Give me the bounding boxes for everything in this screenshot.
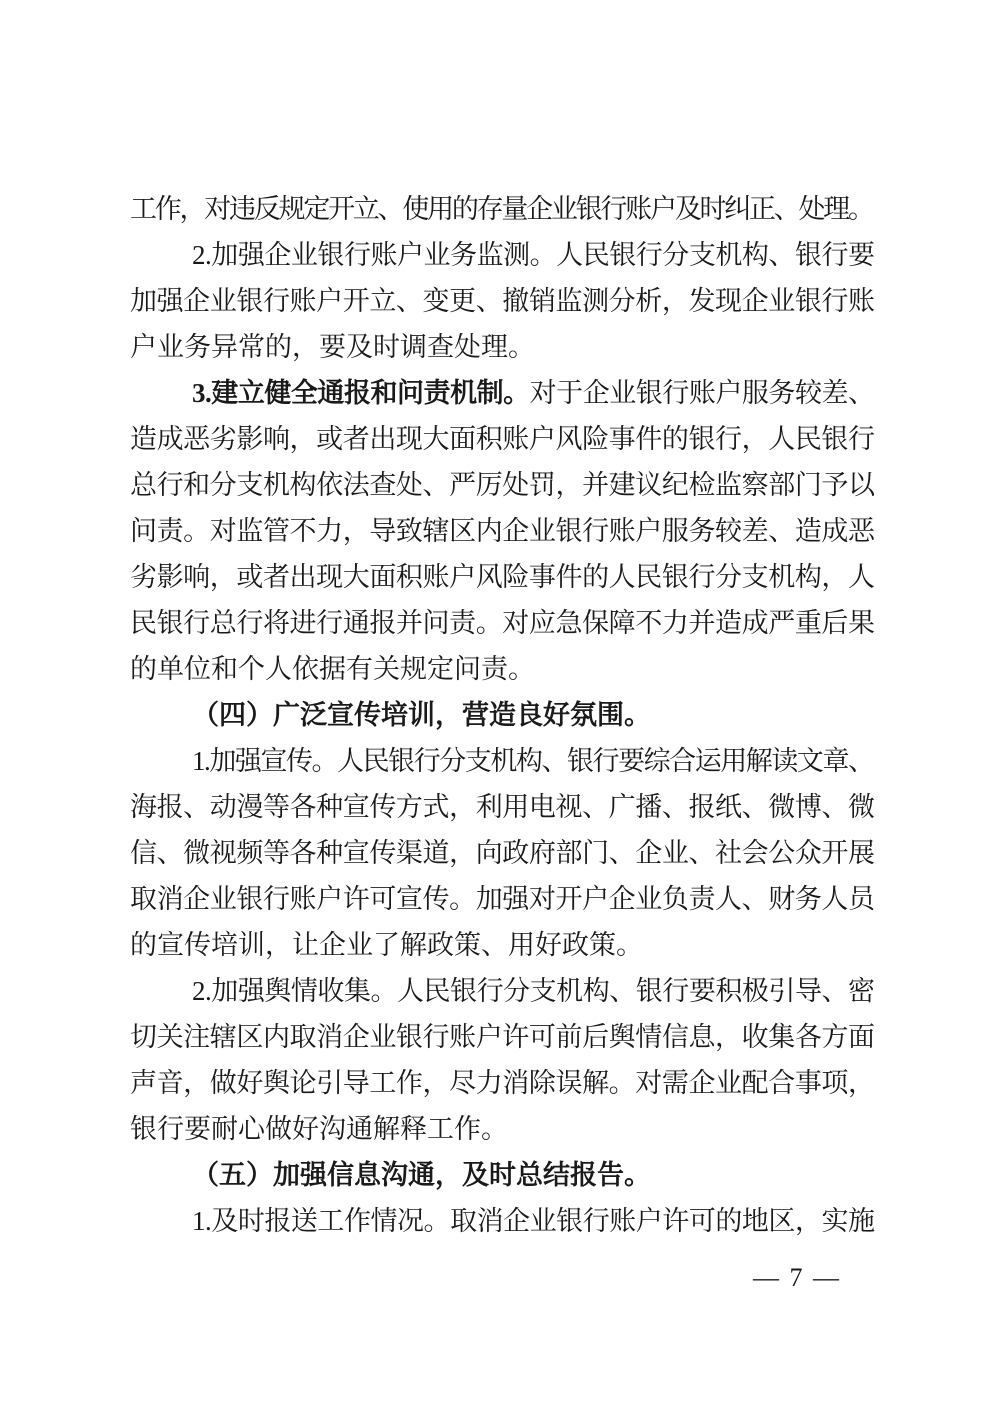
text-segment: 造成恶劣影响，或者出现大面积账户风险事件的银行，人民银行 (130, 424, 875, 454)
text-line (130, 738, 875, 784)
text-segment: 对于企业银行账户服务较差、 (529, 378, 875, 408)
text-segment: 总行和分支机构依法查处、严厉处罚，并建议纪检监察部门予以 (130, 470, 875, 500)
text-line-content (130, 884, 875, 914)
text-line-content (192, 240, 875, 270)
text-line-content (130, 654, 535, 684)
text-line-content (192, 1160, 651, 1190)
text-line (130, 186, 875, 232)
text-segment: 的宣传培训，让企业了解政策、用好政策。 (130, 930, 643, 960)
text-line (130, 830, 875, 876)
text-segment: 海报、动漫等各种宣传方式，利用电视、广播、报纸、微博、微 (130, 792, 875, 822)
text-block (130, 186, 875, 1244)
text-line-content (130, 1114, 508, 1144)
text-segment-emphasis: （五）加强信息沟通，及时总结报告。 (192, 1160, 651, 1190)
text-line (130, 784, 875, 830)
text-line-content (192, 976, 875, 1006)
page-number: — 7 — (753, 1263, 841, 1292)
text-line-content (130, 516, 875, 546)
text-line-content (130, 332, 535, 362)
text-line-content (130, 1022, 875, 1052)
text-segment: 1.及时报送工作情况。取消企业银行账户许可的地区，实施 (192, 1206, 875, 1236)
text-line-content (130, 1068, 875, 1098)
text-line-content (192, 746, 874, 776)
text-line-content (192, 700, 651, 730)
text-line (130, 508, 875, 554)
text-line-content (130, 930, 643, 960)
text-line-content (130, 562, 875, 592)
text-segment: 工作，对违反规定开立、使用的存量企业银行账户及时纠正、处理。 (130, 194, 873, 224)
text-segment: 取消企业银行账户许可宣传。加强对开户企业负责人、财务人员 (130, 884, 875, 914)
text-line-content (192, 1206, 875, 1236)
text-segment: 劣影响，或者出现大面积账户风险事件的人民银行分支机构，人 (130, 562, 875, 592)
text-line (130, 600, 875, 646)
text-segment: 2.加强企业银行账户业务监测。人民银行分支机构、银行要 (192, 240, 875, 270)
text-line (130, 876, 875, 922)
text-line-content (130, 424, 875, 454)
text-line-content (130, 608, 875, 638)
text-line (130, 1106, 875, 1152)
text-segment: 加强企业银行账户开立、变更、撤销监测分析，发现企业银行账 (130, 286, 875, 316)
text-line (130, 278, 875, 324)
text-line (130, 324, 875, 370)
text-segment: 声音，做好舆论引导工作，尽力消除误解。对需企业配合事项， (130, 1068, 875, 1098)
text-line (130, 1198, 875, 1244)
text-segment: 户业务异常的，要及时调查处理。 (130, 332, 535, 362)
text-line-content (192, 378, 875, 408)
text-line (130, 1152, 875, 1198)
text-line (130, 370, 875, 416)
text-line (130, 922, 875, 968)
text-line (130, 462, 875, 508)
text-line (130, 692, 875, 738)
text-segment: 的单位和个人依据有关规定问责。 (130, 654, 535, 684)
text-segment-emphasis: 3.建立健全通报和问责机制。 (192, 378, 530, 408)
text-line-content (130, 838, 875, 868)
text-line (130, 646, 875, 692)
text-segment: 银行要耐心做好沟通解释工作。 (130, 1114, 508, 1144)
text-line (130, 968, 875, 1014)
text-segment: 2.加强舆情收集。人民银行分支机构、银行要积极引导、密 (192, 976, 875, 1006)
text-segment: 信、微视频等各种宣传渠道，向政府部门、企业、社会公众开展 (130, 838, 875, 868)
text-segment: 问责。对监管不力，导致辖区内企业银行账户服务较差、造成恶 (130, 516, 875, 546)
text-line-content (130, 194, 873, 224)
text-segment: 民银行总行将进行通报并问责。对应急保障不力并造成严重后果 (130, 608, 875, 638)
text-line (130, 232, 875, 278)
text-segment: 1.加强宣传。人民银行分支机构、银行要综合运用解读文章、 (192, 746, 874, 776)
text-line-content (130, 286, 875, 316)
text-line (130, 1060, 875, 1106)
text-line (130, 554, 875, 600)
text-line (130, 416, 875, 462)
text-segment-emphasis: （四）广泛宣传培训，营造良好氛围。 (192, 700, 651, 730)
text-segment: 切关注辖区内取消企业银行账户许可前后舆情信息，收集各方面 (130, 1022, 875, 1052)
text-line-content (130, 792, 875, 822)
text-line-content (130, 470, 875, 500)
text-line (130, 1014, 875, 1060)
